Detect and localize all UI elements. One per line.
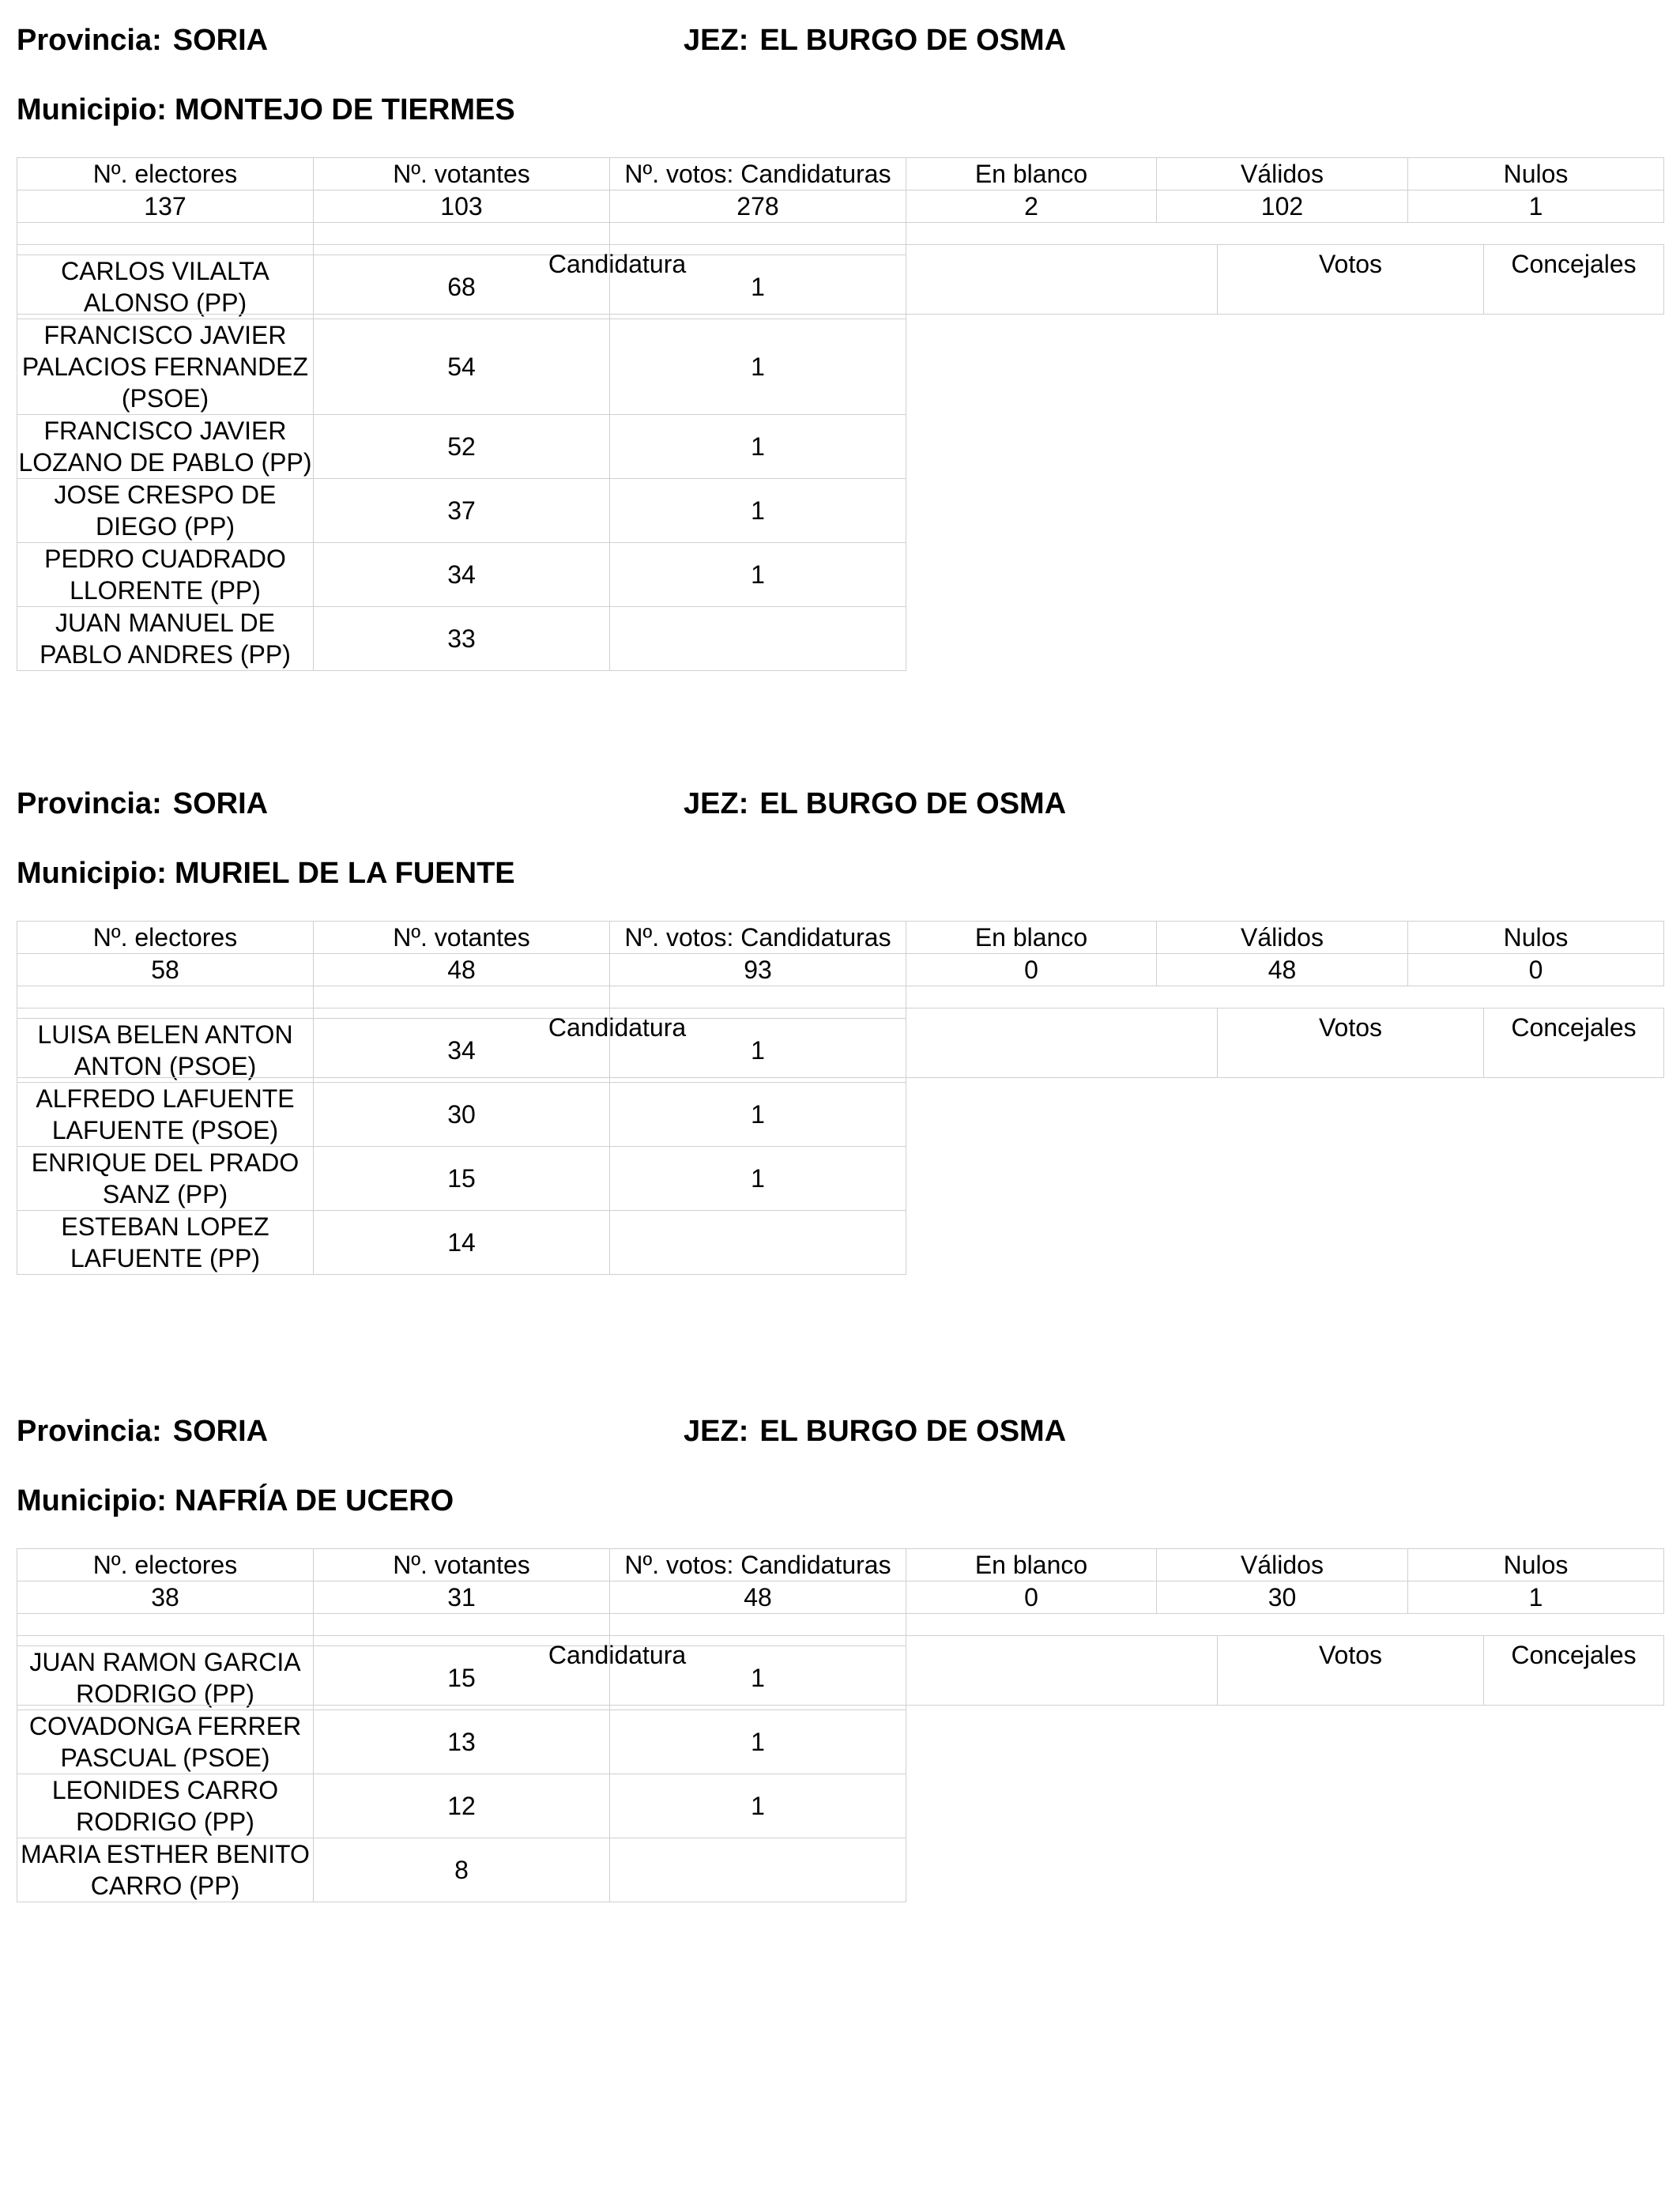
candidate-concejales: 1	[610, 1083, 906, 1147]
provincia-heading	[17, 24, 268, 58]
stats-header-cell: Válidos	[1157, 158, 1408, 190]
candidate-name: LUISA BELEN ANTON ANTON (PSOE)	[17, 1019, 314, 1083]
concejales-header: Concejales	[1484, 1008, 1664, 1078]
candidate-name: JUAN MANUEL DE PABLO ANDRES (PP)	[17, 607, 314, 671]
candidate-votos: 34	[314, 1019, 610, 1083]
stats-header-cell: Nº. votantes	[314, 1549, 610, 1581]
candidate-name: COVADONGA FERRER PASCUAL (PSOE)	[17, 1710, 314, 1774]
stats-value-cell: 48	[1157, 954, 1408, 986]
candidatura-header: Candidatura	[17, 1636, 1218, 1706]
candidate-votos: 15	[314, 1646, 610, 1710]
candidate-concejales: 1	[610, 543, 906, 607]
stats-header-cell: En blanco	[906, 158, 1157, 190]
stats-header-cell: Nulos	[1408, 158, 1664, 190]
jez-value: EL BURGO DE OSMA	[759, 24, 1067, 57]
provincia-heading	[17, 787, 268, 821]
jez-label: JEZ:	[684, 24, 749, 57]
jez-value: EL BURGO DE OSMA	[759, 787, 1067, 820]
stats-header-cell: Nº. electores	[17, 1549, 314, 1581]
municipio-heading	[17, 93, 515, 127]
stats-value-cell: 1	[1408, 190, 1664, 223]
candidate-name: MARIA ESTHER BENITO CARRO (PP)	[17, 1838, 314, 1902]
stats-value-cell: 48	[610, 1581, 906, 1614]
stats-header-cell: Nº. votos: Candidaturas	[610, 922, 906, 954]
stats-table	[17, 1548, 1664, 1902]
candidate-row	[17, 1838, 1664, 1902]
candidate-votos: 34	[314, 543, 610, 607]
candidate-row	[17, 543, 1664, 607]
candidate-concejales: 1	[610, 1774, 906, 1838]
stats-header-cell: Nº. votantes	[314, 922, 610, 954]
candidate-name: FRANCISCO JAVIER LOZANO DE PABLO (PP)	[17, 415, 314, 479]
stats-value-cell: 58	[17, 954, 314, 986]
stats-table	[17, 157, 1664, 671]
stats-header-cell: En blanco	[906, 1549, 1157, 1581]
candidate-concejales: 1	[610, 415, 906, 479]
stats-value-cell: 2	[906, 190, 1157, 223]
header-line	[17, 1408, 1663, 1456]
municipio-value: NAFRÍA DE UCERO	[174, 1484, 454, 1517]
candidate-concejales	[610, 607, 906, 671]
candidatures-header-row	[17, 245, 1664, 315]
concejales-header: Concejales	[1484, 245, 1664, 315]
jez-heading	[684, 787, 1066, 821]
stats-value-cell: 31	[314, 1581, 610, 1614]
stats-value-cell: 48	[314, 954, 610, 986]
stats-header-cell: En blanco	[906, 922, 1157, 954]
stats-value-cell: 278	[610, 190, 906, 223]
stats-header-row	[17, 922, 1664, 954]
stats-value-cell: 0	[906, 1581, 1157, 1614]
candidatures-header-row	[17, 1008, 1664, 1078]
stats-value-cell: 38	[17, 1581, 314, 1614]
candidate-name: ENRIQUE DEL PRADO SANZ (PP)	[17, 1147, 314, 1211]
candidate-row	[17, 1211, 1664, 1275]
candidate-votos: 15	[314, 1147, 610, 1211]
jez-heading	[684, 1415, 1066, 1449]
jez-value: EL BURGO DE OSMA	[759, 1415, 1067, 1448]
candidate-row	[17, 319, 1664, 415]
stats-header-cell: Nulos	[1408, 922, 1664, 954]
candidate-name: FRANCISCO JAVIER PALACIOS FERNANDEZ (PSOE)	[17, 319, 314, 415]
votos-header: Votos	[1218, 1636, 1484, 1706]
municipio-label: Municipio:	[17, 857, 167, 890]
stats-header-row	[17, 158, 1664, 190]
stats-value-cell: 103	[314, 190, 610, 223]
provincia-value: SORIA	[172, 1415, 269, 1448]
municipio-heading	[17, 857, 515, 891]
municipio-value: MONTEJO DE TIERMES	[174, 93, 515, 126]
candidate-concejales: 1	[610, 319, 906, 415]
candidate-name: CARLOS VILALTA ALONSO (PP)	[17, 255, 314, 319]
candidatures-header-row	[17, 1636, 1664, 1706]
votos-header: Votos	[1218, 1008, 1484, 1078]
candidate-votos: 37	[314, 479, 610, 543]
jez-heading	[684, 24, 1066, 58]
candidate-concejales: 1	[610, 1710, 906, 1774]
stats-value-cell: 102	[1157, 190, 1408, 223]
provincia-value: SORIA	[172, 787, 269, 820]
stats-value-cell: 0	[906, 954, 1157, 986]
municipio-section	[17, 17, 1663, 669]
stats-value-cell: 0	[1408, 954, 1664, 986]
stats-table	[17, 921, 1664, 1275]
provincia-value: SORIA	[172, 24, 269, 57]
candidatures-table	[17, 1008, 1664, 1078]
provincia-label: Provincia:	[17, 787, 162, 820]
candidatura-header: Candidatura	[17, 1008, 1218, 1078]
stats-header-cell: Válidos	[1157, 922, 1408, 954]
provincia-label: Provincia:	[17, 24, 162, 57]
candidate-name: JOSE CRESPO DE DIEGO (PP)	[17, 479, 314, 543]
candidate-votos: 8	[314, 1838, 610, 1902]
candidate-row	[17, 1710, 1664, 1774]
header-line	[17, 781, 1663, 828]
candidate-name: ESTEBAN LOPEZ LAFUENTE (PP)	[17, 1211, 314, 1275]
municipio-section	[17, 781, 1663, 1272]
stats-header-cell: Nº. votos: Candidaturas	[610, 1549, 906, 1581]
candidate-row	[17, 1083, 1664, 1147]
candidate-concejales: 1	[610, 479, 906, 543]
candidate-votos: 33	[314, 607, 610, 671]
candidate-row	[17, 479, 1664, 543]
votos-header: Votos	[1218, 245, 1484, 315]
municipio-label: Municipio:	[17, 93, 167, 126]
candidate-votos: 52	[314, 415, 610, 479]
stats-header-row	[17, 1549, 1664, 1581]
candidate-row	[17, 1147, 1664, 1211]
candidate-votos: 12	[314, 1774, 610, 1838]
candidate-name: ALFREDO LAFUENTE LAFUENTE (PSOE)	[17, 1083, 314, 1147]
candidate-concejales: 1	[610, 1147, 906, 1211]
candidate-row	[17, 415, 1664, 479]
candidate-votos: 68	[314, 255, 610, 319]
municipio-value: MURIEL DE LA FUENTE	[174, 857, 515, 890]
candidate-votos: 13	[314, 1710, 610, 1774]
candidate-name: JUAN RAMON GARCIA RODRIGO (PP)	[17, 1646, 314, 1710]
stats-header-cell: Nulos	[1408, 1549, 1664, 1581]
stats-value-cell: 30	[1157, 1581, 1408, 1614]
stats-header-cell: Nº. electores	[17, 922, 314, 954]
municipio-label: Municipio:	[17, 1484, 167, 1517]
candidate-name: PEDRO CUADRADO LLORENTE (PP)	[17, 543, 314, 607]
stats-value-row	[17, 954, 1664, 986]
stats-value-row	[17, 1581, 1664, 1614]
candidate-name: LEONIDES CARRO RODRIGO (PP)	[17, 1774, 314, 1838]
concejales-header: Concejales	[1484, 1636, 1664, 1706]
candidate-votos: 30	[314, 1083, 610, 1147]
stats-header-cell: Nº. votos: Candidaturas	[610, 158, 906, 190]
candidate-row	[17, 1774, 1664, 1838]
candidatura-header: Candidatura	[17, 245, 1218, 315]
candidate-votos: 54	[314, 319, 610, 415]
jez-label: JEZ:	[684, 787, 749, 820]
stats-value-cell: 137	[17, 190, 314, 223]
jez-label: JEZ:	[684, 1415, 749, 1448]
candidatures-table	[17, 244, 1664, 315]
stats-value-cell: 93	[610, 954, 906, 986]
candidate-row	[17, 607, 1664, 671]
candidate-votos: 14	[314, 1211, 610, 1275]
candidatures-table	[17, 1635, 1664, 1706]
candidate-concejales: 1	[610, 1019, 906, 1083]
municipio-section	[17, 1408, 1663, 1900]
provincia-label: Provincia:	[17, 1415, 162, 1448]
stats-value-cell: 1	[1408, 1581, 1664, 1614]
municipio-heading	[17, 1484, 454, 1518]
stats-header-cell: Válidos	[1157, 1549, 1408, 1581]
candidate-concejales: 1	[610, 1646, 906, 1710]
candidate-concejales: 1	[610, 255, 906, 319]
stats-header-cell: Nº. votantes	[314, 158, 610, 190]
stats-header-cell: Nº. electores	[17, 158, 314, 190]
header-line	[17, 17, 1663, 65]
candidate-concejales	[610, 1838, 906, 1902]
provincia-heading	[17, 1415, 268, 1449]
candidate-concejales	[610, 1211, 906, 1275]
stats-value-row	[17, 190, 1664, 223]
